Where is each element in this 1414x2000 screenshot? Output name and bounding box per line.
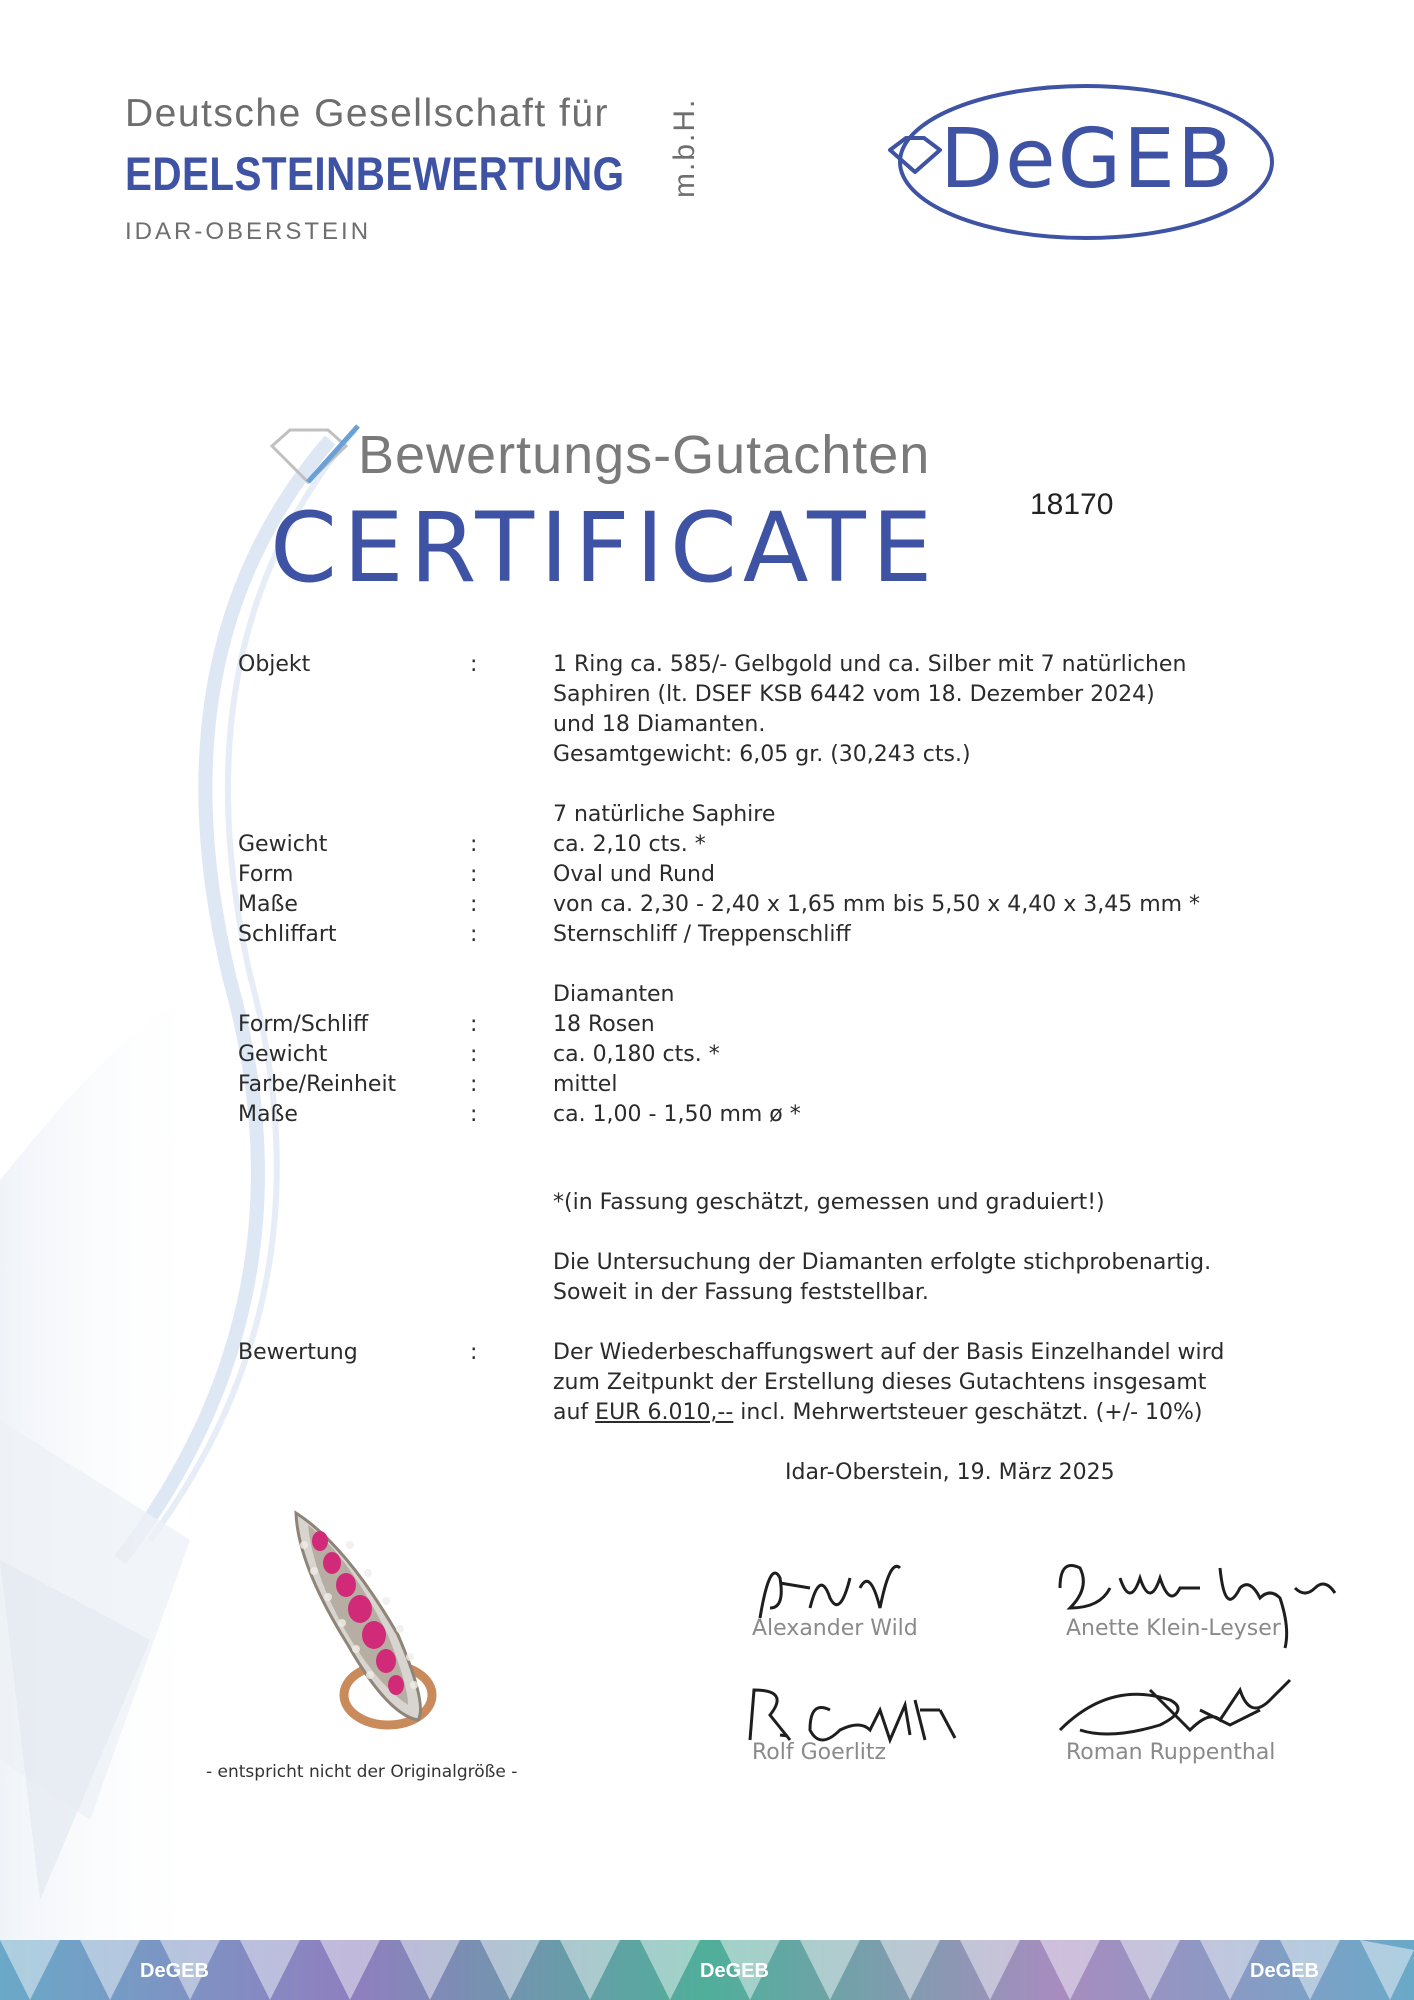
image-caption: - entspricht nicht der Originalgröße -	[206, 1762, 518, 1782]
sapphire-weight-label: Gewicht	[238, 832, 328, 857]
sapphire-dimensions-label: Maße	[238, 892, 298, 917]
diamond-dimensions-label: Maße	[238, 1102, 298, 1127]
sampling-note: Soweit in der Fassung feststellbar.	[553, 1280, 929, 1305]
object-description-line: Saphiren (lt. DSEF KSB 6442 vom 18. Dezember 2024)	[553, 682, 1155, 707]
document-title: CERTIFICATE	[270, 492, 939, 604]
diamond-shape-cut-value: 18 Rosen	[553, 1012, 655, 1037]
sapphire-cut-label: Schliffart	[238, 922, 337, 947]
sapphire-dimensions-value: von ca. 2,30 - 2,40 x 1,65 mm bis 5,50 x 4,40 x 3,45 mm *	[553, 892, 1201, 917]
separator: :	[470, 1042, 478, 1067]
diamond-shape-cut-label: Form/Schliff	[238, 1012, 369, 1037]
company-legal-form: m.b.H.	[668, 97, 701, 198]
object-description-line: 1 Ring ca. 585/- Gelbgold und ca. Silber mit 7 natürlichen	[553, 652, 1187, 677]
signatory-name: Alexander Wild	[752, 1616, 918, 1641]
sampling-note: Die Untersuchung der Diamanten erfolgte stichprobenartig.	[553, 1250, 1212, 1275]
diamond-color-clarity-label: Farbe/Reinheit	[238, 1072, 397, 1097]
company-name-line2: EDELSTEINBEWERTUNG	[125, 147, 625, 200]
certificate-number: 18170	[1030, 488, 1114, 521]
signatory-name: Rolf Goerlitz	[752, 1740, 887, 1765]
valuation-label: Bewertung	[238, 1340, 358, 1365]
separator: :	[470, 1072, 478, 1097]
separator: :	[470, 832, 478, 857]
separator: :	[470, 922, 478, 947]
footer-logo: DeGEB	[1250, 1960, 1319, 1982]
document-subtitle: Bewertungs-Gutachten	[358, 425, 931, 485]
object-description-line: und 18 Diamanten.	[553, 712, 766, 737]
valuation-amount: EUR 6.010,--	[595, 1400, 734, 1425]
diamond-weight-value: ca. 0,180 cts. *	[553, 1042, 720, 1067]
diamond-weight-label: Gewicht	[238, 1042, 328, 1067]
footer-logo: DeGEB	[140, 1960, 209, 1982]
sapphire-shape-label: Form	[238, 862, 294, 887]
place-date: Idar-Oberstein, 19. März 2025	[785, 1460, 1115, 1485]
signatory-name: Roman Ruppenthal	[1066, 1740, 1276, 1765]
degeb-logo-text: DeGEB	[940, 112, 1236, 207]
diamond-outline-icon	[268, 424, 360, 486]
valuation-text-line: Der Wiederbeschaffungswert auf der Basis Einzelhandel wird	[553, 1340, 1225, 1365]
diamond-logo-icon	[890, 138, 940, 172]
footer-logo: DeGEB	[700, 1960, 769, 1982]
separator: :	[470, 862, 478, 887]
ring-photo	[268, 1505, 468, 1745]
separator: :	[470, 1102, 478, 1127]
diamonds-heading: Diamanten	[553, 982, 675, 1007]
valuation-text-line: zum Zeitpunkt der Erstellung dieses Gutachtens insgesamt	[553, 1370, 1207, 1395]
object-description-line: Gesamtgewicht: 6,05 gr. (30,243 cts.)	[553, 742, 971, 767]
separator: :	[470, 1012, 478, 1037]
object-separator: :	[470, 652, 478, 677]
separator: :	[470, 1340, 478, 1365]
valuation-amount-line	[553, 1398, 1203, 1428]
sapphire-weight-value: ca. 2,10 cts. *	[553, 832, 706, 857]
estimate-note: *(in Fassung geschätzt, gemessen und graduiert!)	[553, 1190, 1105, 1215]
separator: :	[470, 892, 478, 917]
company-location: IDAR-OBERSTEIN	[125, 218, 372, 245]
sapphire-shape-value: Oval und Rund	[553, 862, 715, 887]
valuation-prefix: auf	[553, 1400, 596, 1425]
diamond-color-clarity-value: mittel	[553, 1072, 618, 1097]
object-label: Objekt	[238, 652, 311, 677]
sapphire-cut-value: Sternschliff / Treppenschliff	[553, 922, 851, 947]
valuation-suffix: incl. Mehrwertsteuer geschätzt. (+/- 10%)	[733, 1400, 1203, 1425]
signature-anette-klein-leyser	[1050, 1548, 1350, 1658]
diamond-dimensions-value: ca. 1,00 - 1,50 mm ø *	[553, 1102, 801, 1127]
sapphires-heading: 7 natürliche Saphire	[553, 802, 776, 827]
company-name-line1: Deutsche Gesellschaft für	[125, 92, 610, 135]
signatory-name: Anette Klein-Leyser	[1066, 1616, 1281, 1641]
